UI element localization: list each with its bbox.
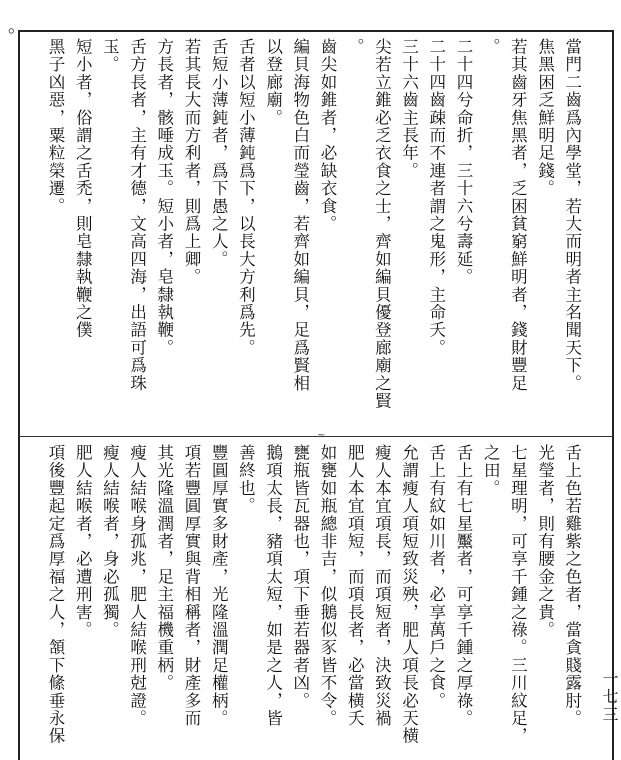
section-divider [18, 436, 614, 437]
text-column: 項後豐起定爲厚福之人，頷下絛垂永保 [46, 444, 65, 745]
text-column: 舌短小薄鈍者，爲下愚之人。 [209, 38, 229, 269]
text-column: 如甕如瓶總非吉，似鵝似豕皆不令。 [318, 444, 337, 728]
text-column: 若其齒牙焦黑者，乏困貧窮鮮明者，錢財豐足 [508, 38, 528, 392]
text-column: 以登廊廟。 [263, 38, 283, 127]
text-column: 若其長大而方利者，則爲上卿。 [182, 38, 201, 286]
text-column: 三十六齒主長年。 [399, 38, 419, 180]
text-column: 黑子凶惡，粟粒榮遷。 [46, 38, 65, 215]
text-column: 舌上有紋如川者，必享萬戶之食。 [426, 444, 446, 710]
text-column: 齒尖如錐者，必缺衣食。 [318, 38, 337, 233]
text-column: 舌上有七星黶者，可享千鍾之厚祿。 [454, 444, 473, 728]
text-column: 七星理明，可享千鍾之祿。三川紋足， [508, 444, 528, 745]
text-column: 項若豐圓厚實與背相稱者，財產多而 [182, 444, 201, 728]
text-column: 允謂瘦人項短致災殃，肥人項長必天横 [399, 444, 419, 745]
text-column: 肥人本宜項短，而項長者，必當横夭 [345, 444, 365, 728]
text-column: 短小者，俗謂之舌禿，則皂隸執鞭之僕 [73, 38, 93, 339]
text-column: 方長者，骸唾成玉。短小者，皂隸執鞭。 [154, 38, 174, 357]
top-text-panel [22, 38, 610, 432]
text-column: 玉。 [100, 38, 120, 74]
text-column: 二十四齒疎而不連者謂之鬼形，主命夭。 [426, 38, 446, 357]
text-column: 之田。 [481, 444, 501, 498]
text-column: 二十四兮命折，三十六兮壽延。 [454, 38, 473, 286]
text-column: 尖若立錐必乏衣食之士，齊如編貝優登廊廟之賢 [372, 38, 392, 410]
corner-mark: 。 [8, 16, 26, 37]
text-column: 甕瓶皆瓦器也，項下垂若器者凶。 [290, 444, 310, 710]
text-column: 瘦人本宜項長，而項短者，決致災禍 [372, 444, 392, 728]
text-column: 。 [481, 38, 501, 56]
text-column: 其光隆溫潤者，足主福機重柄。 [154, 444, 174, 692]
text-column: 善終也。 [236, 444, 256, 515]
text-column: 瘦人結喉身孤兆，肥人結喉刑尅證。 [127, 444, 147, 728]
text-column: 舌方長者，主有才德，文高四海，出語可爲珠 [127, 38, 147, 392]
text-column: 編貝海物色白而瑩齒，若齊如編貝，足爲賢相 [290, 38, 310, 392]
text-column: 光瑩者，則有腰金之貴。 [535, 444, 555, 639]
text-column: 舌上色若雞紫之色者，當貪賤露肘。 [562, 444, 582, 728]
text-column: 肥人結喉者，必遭刑害。 [73, 444, 93, 639]
text-column: 焦黑困乏鮮明足錢。 [535, 38, 555, 198]
text-column: 當門二齒爲內學堂，若大而明者主名聞天下。 [562, 38, 582, 392]
text-column: 鵝項太長，豬項太短，如是之人，皆 [263, 444, 283, 728]
text-column: 瘦人結喉者，身必孤獨。 [100, 444, 120, 639]
smudge-mark: ~ [317, 430, 326, 441]
bottom-text-panel [22, 444, 610, 752]
text-column: 豐圓厚實多財產，光隆溫潤足權柄。 [209, 444, 229, 728]
page-number: 一七三 [600, 670, 619, 724]
text-column: 舌者以短小薄鈍爲下，以長大方利爲先。 [236, 38, 256, 357]
text-column: 。 [345, 38, 365, 56]
